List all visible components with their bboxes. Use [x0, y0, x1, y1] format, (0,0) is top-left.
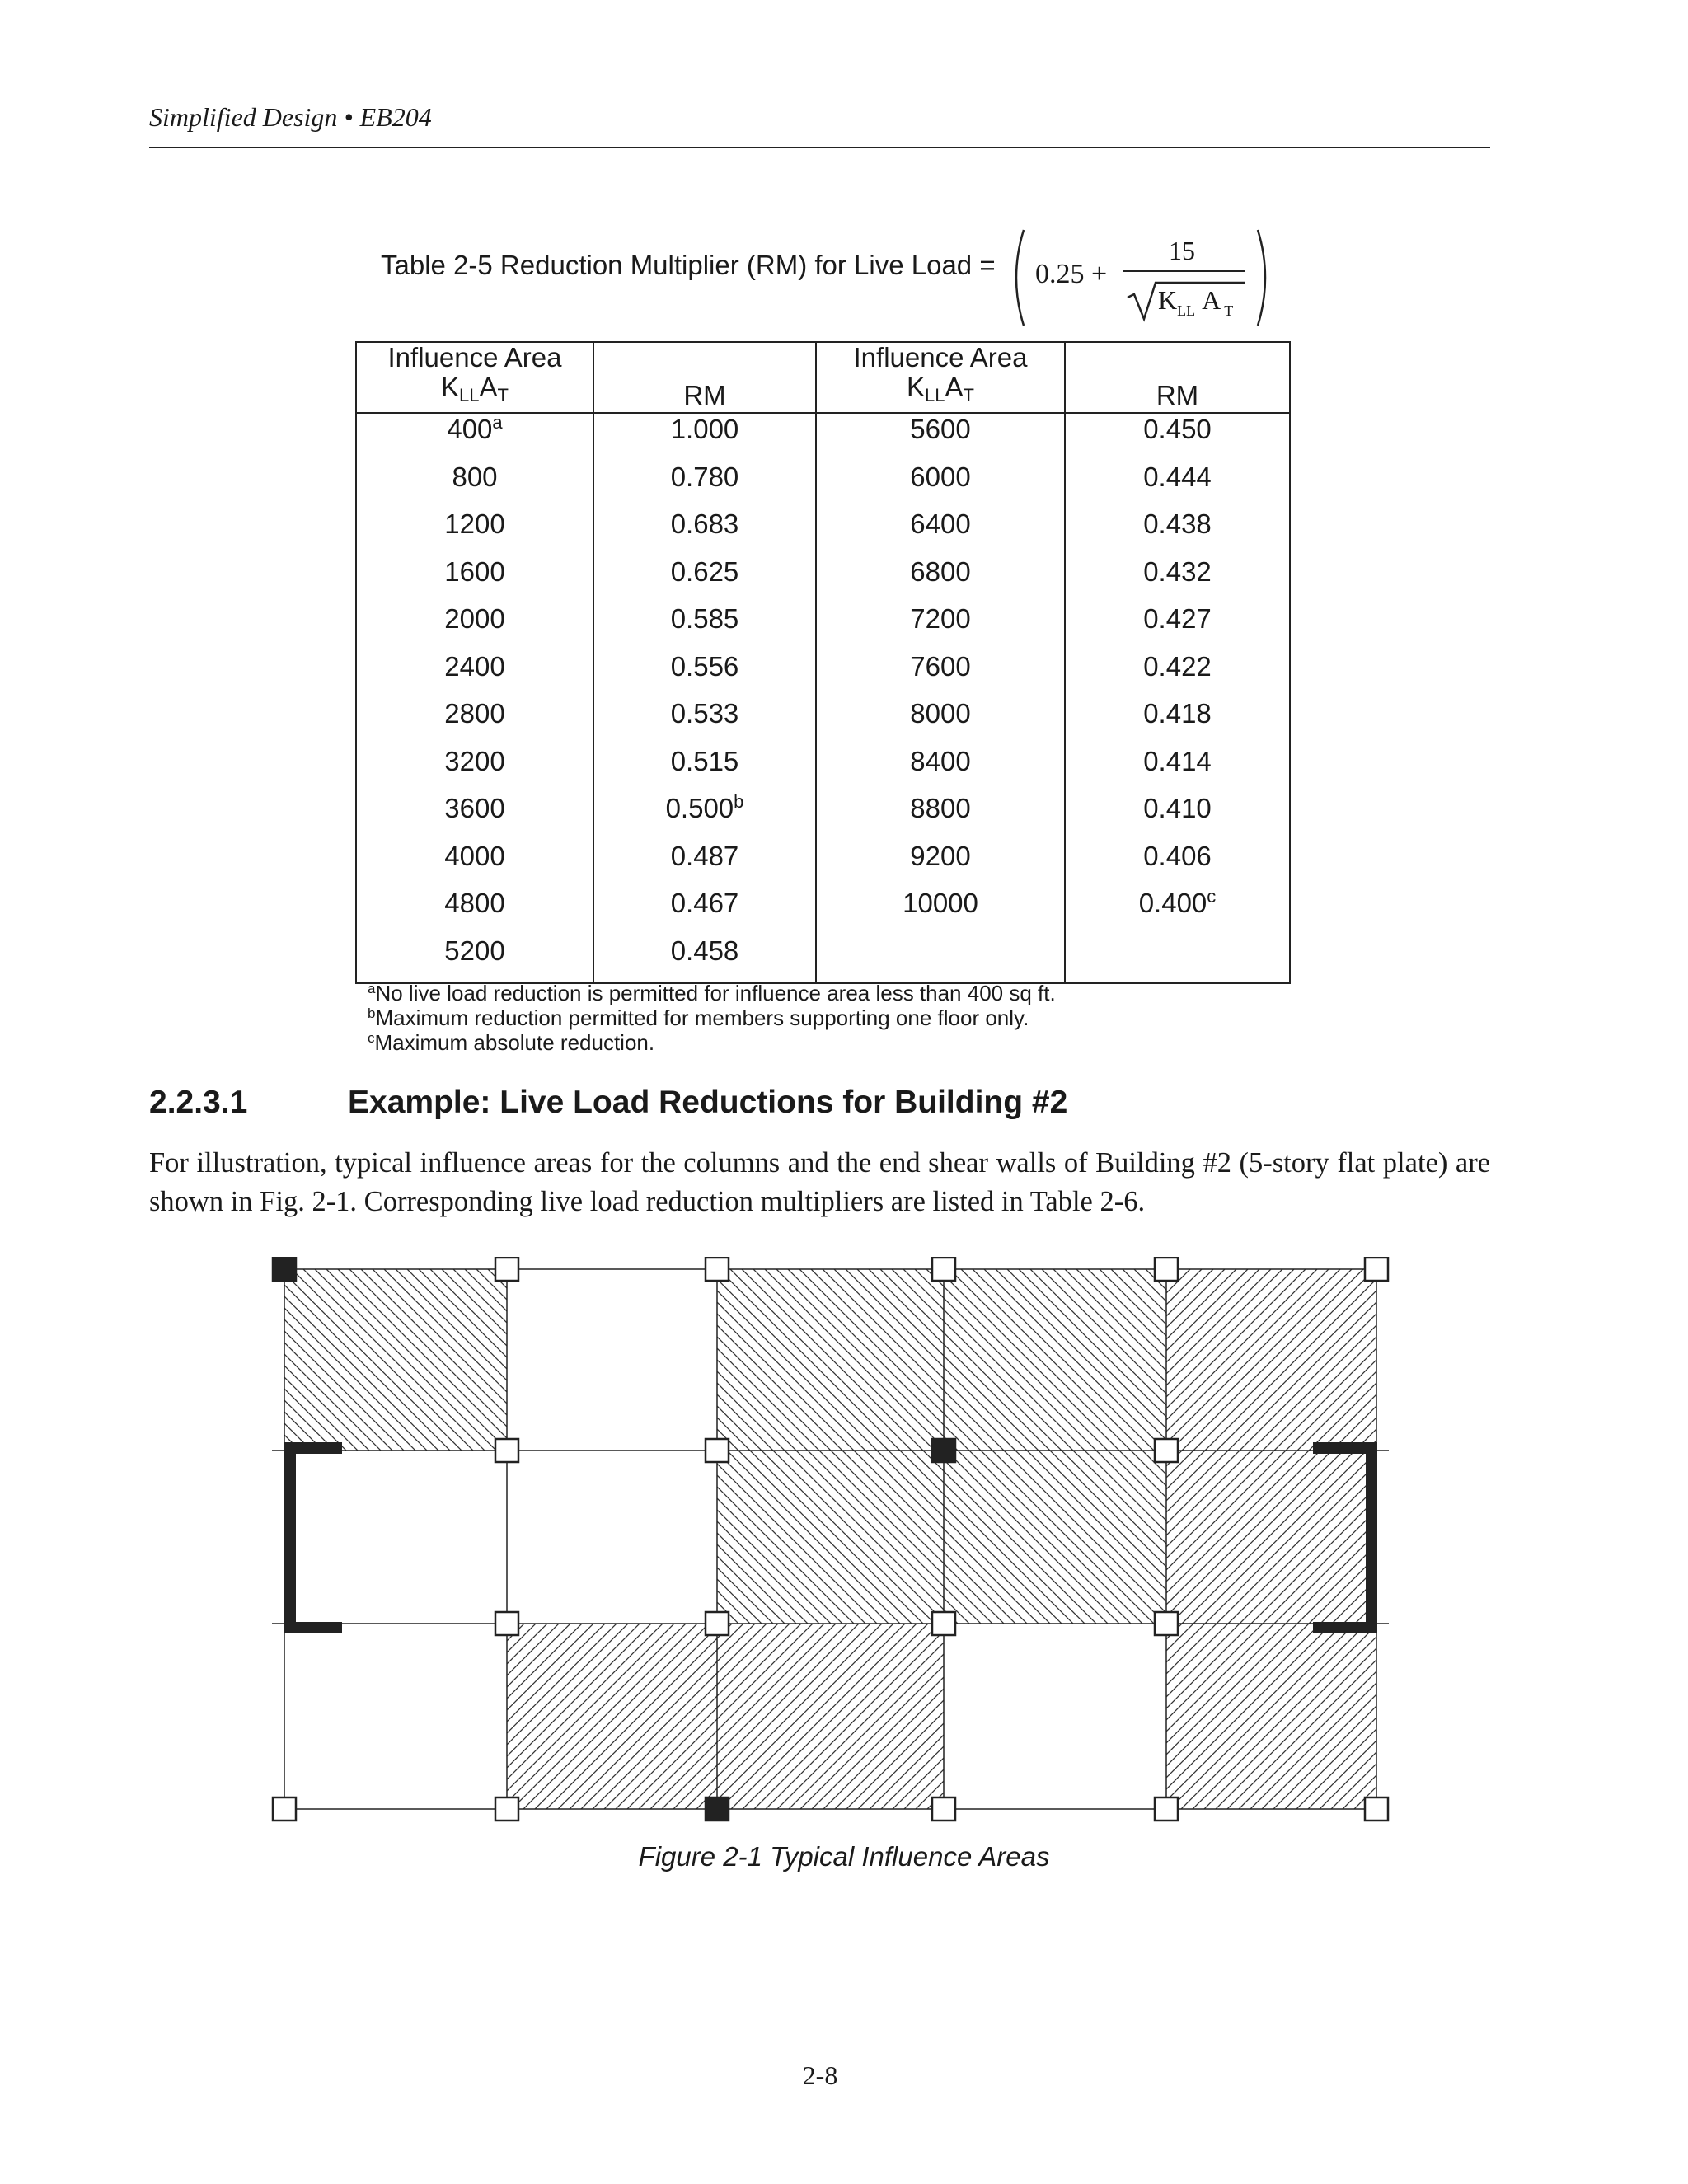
footnote-a: $^a$No live load reduction is permitted for influence area less than 400 sq ft.: [368, 981, 1056, 1005]
column: [1155, 1612, 1178, 1635]
cell-influence-area-2: 7200: [816, 603, 1065, 651]
column-filled: [932, 1439, 955, 1462]
cell-rm-2: 0.444: [1065, 462, 1290, 509]
influence-area-figure: [268, 1257, 1397, 1834]
cell-influence-area-1: 1200: [356, 509, 593, 556]
shear-wall-left: [284, 1442, 296, 1633]
shear-wall-right: [1366, 1442, 1377, 1633]
cell-influence-area-1: 1600: [356, 556, 593, 604]
cell-rm-1: 0.625: [593, 556, 816, 604]
cell-influence-area-2: 10000: [816, 888, 1065, 935]
cell-influence-area-2: 9200: [816, 841, 1065, 888]
table-row: [356, 509, 1290, 556]
cell-rm-2: 0.427: [1065, 603, 1290, 651]
cell-rm-2: 0.414: [1065, 746, 1290, 794]
cell-influence-area-2: [816, 935, 1065, 984]
column: [495, 1797, 518, 1821]
cell-influence-area-2: 7600: [816, 651, 1065, 699]
table-row: [356, 556, 1290, 604]
running-header: Simplified Design • EB204: [149, 102, 432, 132]
footnote-b: $^b$Maximum reduction permitted for members supporting one floor only.: [368, 1005, 1029, 1030]
cell-rm-1: 0.467: [593, 888, 816, 935]
table-row: [356, 651, 1290, 699]
column: [273, 1797, 296, 1821]
cell-rm-2: 0.432: [1065, 556, 1290, 604]
column: [706, 1612, 729, 1635]
cell-influence-area-1: 5200: [356, 935, 593, 984]
shear-wall-right: [1313, 1442, 1377, 1454]
footnote-c: $^c$Maximum absolute reduction.: [368, 1030, 655, 1055]
formula-numerator: 15: [1169, 236, 1195, 265]
rm-table-body: [356, 413, 1290, 983]
cell-rm-1: 1.000: [593, 413, 816, 462]
cell-rm-2: 0.400$^c$: [1065, 888, 1290, 935]
cell-rm-1: 0.458: [593, 935, 816, 984]
cell-rm-2: 0.410: [1065, 793, 1290, 841]
table-row: [356, 888, 1290, 935]
section-number: 2.2.3.1: [149, 1085, 248, 1120]
column: [495, 1258, 518, 1281]
shear-wall-left: [284, 1622, 342, 1633]
table-row: [356, 793, 1290, 841]
table-footnotes: [368, 981, 1056, 1055]
column: [706, 1258, 729, 1281]
formula-denominator: $K_{LL}$ A $_T$: [1158, 285, 1234, 319]
page-number: 2-8: [802, 2060, 838, 2090]
rm-formula: [1012, 227, 1276, 329]
hatched-influence-areas: [284, 1269, 1376, 1809]
table-caption: Table 2-5 Reduction Multiplier (RM) for Live Load =: [381, 250, 996, 280]
column: [1155, 1797, 1178, 1821]
shear-wall-right: [1313, 1622, 1377, 1633]
header-rule: [149, 147, 1490, 148]
column-filled: [273, 1258, 296, 1281]
cell-influence-area-1: 3200: [356, 746, 593, 794]
cell-rm-1: 0.556: [593, 651, 816, 699]
cell-influence-area-1: 2000: [356, 603, 593, 651]
column-filled: [706, 1797, 729, 1821]
cell-rm-2: 0.438: [1065, 509, 1290, 556]
hatched-area: [1166, 1624, 1376, 1809]
header-influence-area-1: Influence Area $K_{LL}A_T$: [356, 342, 593, 413]
header-rm-1: RM: [593, 342, 816, 413]
table-row: [356, 935, 1290, 984]
cell-influence-area-1: 2400: [356, 651, 593, 699]
cell-influence-area-2: 8800: [816, 793, 1065, 841]
header-influence-area-2: Influence Area $K_{LL}A_T$: [816, 342, 1065, 413]
cell-influence-area-2: 5600: [816, 413, 1065, 462]
cell-influence-area-1: 800: [356, 462, 593, 509]
formula-right-paren: [1258, 230, 1265, 326]
cell-influence-area-1: 4000: [356, 841, 593, 888]
cell-rm-1: 0.585: [593, 603, 816, 651]
column: [1155, 1439, 1178, 1462]
column: [495, 1612, 518, 1635]
column: [1365, 1258, 1388, 1281]
column: [932, 1797, 955, 1821]
cell-influence-area-2: 8000: [816, 698, 1065, 746]
hatched-area: [284, 1269, 507, 1451]
table-row: [356, 462, 1290, 509]
cell-influence-area-2: 8400: [816, 746, 1065, 794]
cell-rm-2: 0.406: [1065, 841, 1290, 888]
body-paragraph: For illustration, typical influence areas for the columns and the end shear walls of Building #2 (5-story flat plate) are shown in Fig. 2-1. Corresponding live load reduction multipliers are listed in Table 2-6.: [149, 1147, 1490, 1217]
cell-rm-2: 0.418: [1065, 698, 1290, 746]
cell-rm-1: 0.500$^b$: [593, 793, 816, 841]
section-title: Example: Live Load Reductions for Building #2: [348, 1085, 1068, 1120]
cell-influence-area-1: 3600: [356, 793, 593, 841]
cell-influence-area-2: 6400: [816, 509, 1065, 556]
cell-rm-1: 0.533: [593, 698, 816, 746]
column: [495, 1439, 518, 1462]
rm-table: [355, 341, 1291, 984]
table-row: [356, 698, 1290, 746]
figure-caption: Figure 2-1 Typical Influence Areas: [638, 1841, 1050, 1872]
table-row: [356, 841, 1290, 888]
table-row: [356, 603, 1290, 651]
cell-rm-1: 0.780: [593, 462, 816, 509]
column: [932, 1612, 955, 1635]
table-row: [356, 413, 1290, 462]
column: [1155, 1258, 1178, 1281]
formula-left-paren: [1016, 230, 1024, 326]
cell-influence-area-2: 6800: [816, 556, 1065, 604]
cell-influence-area-2: 6000: [816, 462, 1065, 509]
cell-rm-2: 0.422: [1065, 651, 1290, 699]
cell-influence-area-1: 400$^a$: [356, 413, 593, 462]
header-rm-2: RM: [1065, 342, 1290, 413]
cell-rm-1: 0.515: [593, 746, 816, 794]
shear-wall-left: [284, 1442, 342, 1454]
cell-rm-1: 0.683: [593, 509, 816, 556]
hatched-area: [507, 1624, 944, 1809]
cell-influence-area-1: 2800: [356, 698, 593, 746]
cell-rm-2: 0.450: [1065, 413, 1290, 462]
column: [1365, 1797, 1388, 1821]
column: [932, 1258, 955, 1281]
table-row: [356, 746, 1290, 794]
cell-rm-2: [1065, 935, 1290, 984]
column: [706, 1439, 729, 1462]
cell-influence-area-1: 4800: [356, 888, 593, 935]
cell-rm-1: 0.487: [593, 841, 816, 888]
formula-constant: 0.25 +: [1035, 259, 1108, 289]
table-header-row: [356, 342, 1290, 413]
